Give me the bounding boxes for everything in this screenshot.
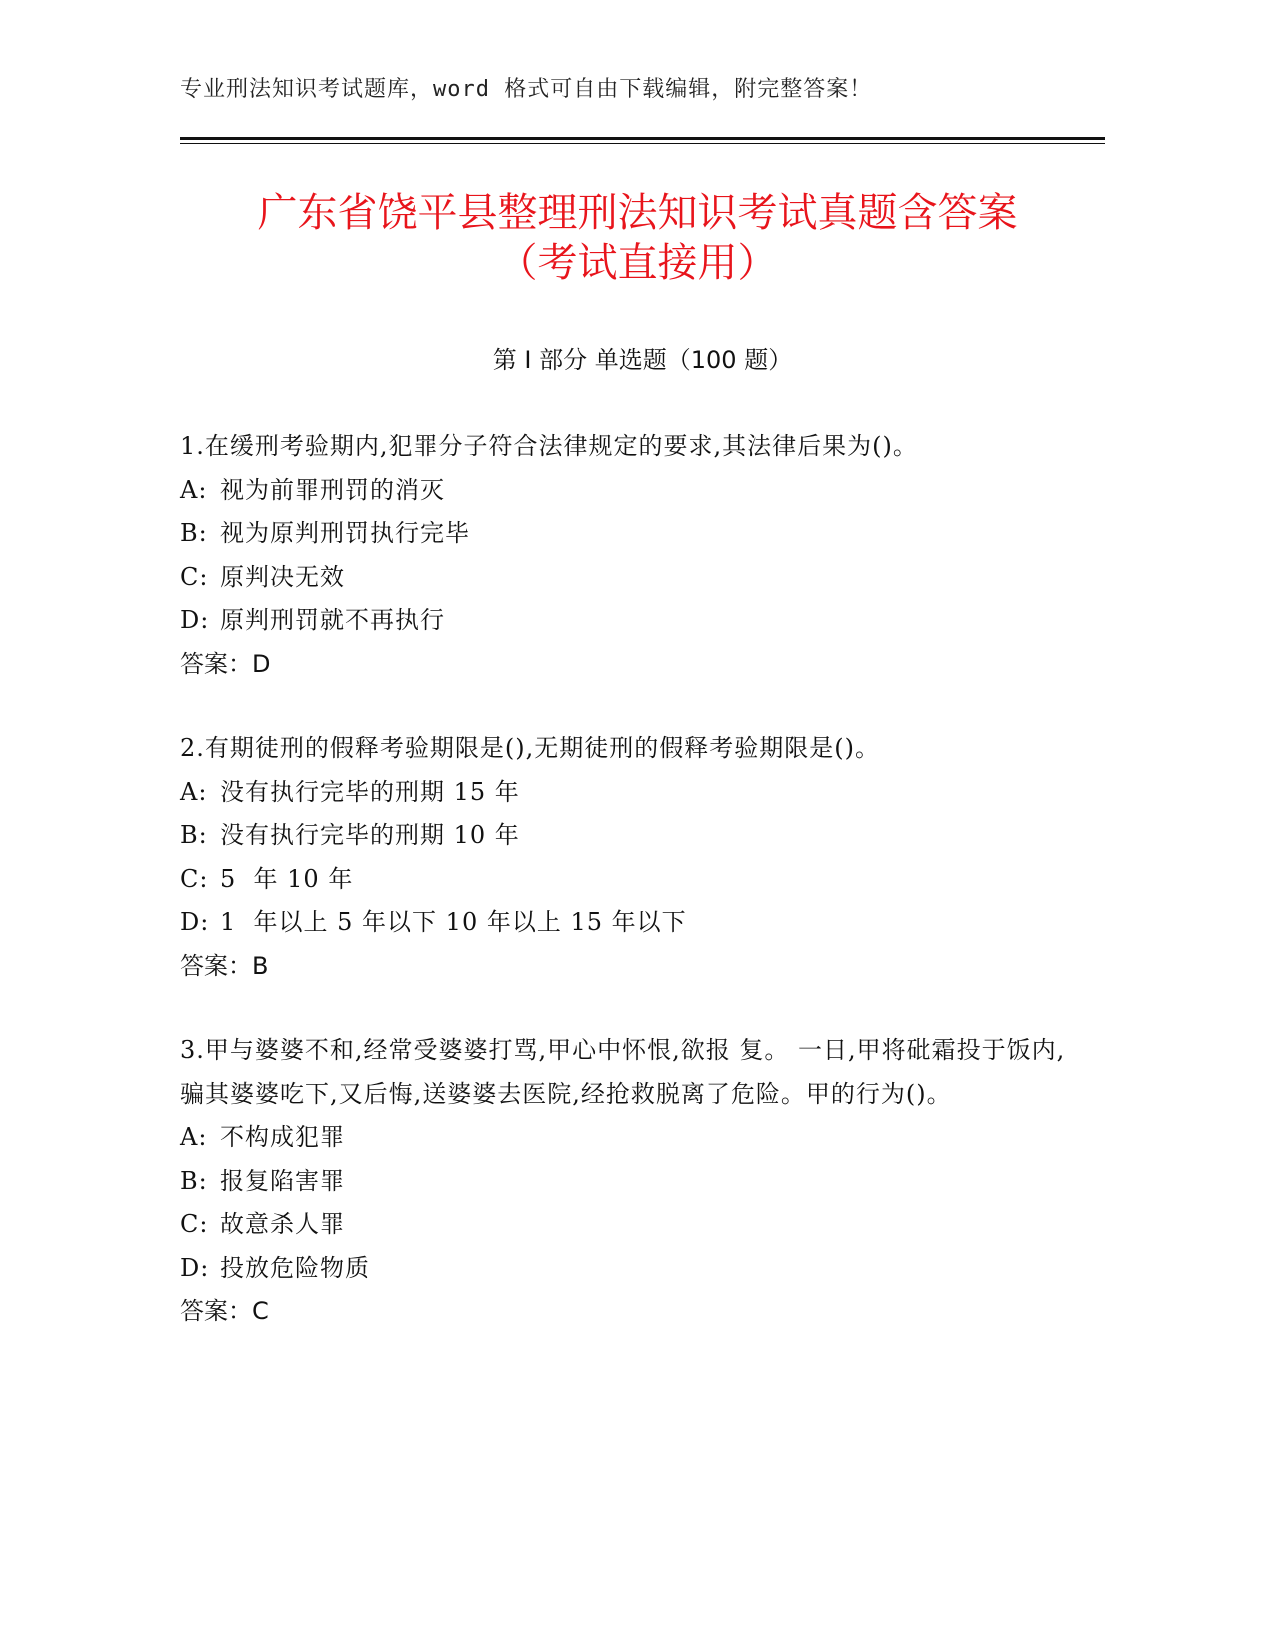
option-c [180,1203,1080,1247]
option-c [180,858,1080,902]
header-divider-thick [180,137,1105,140]
option-letter: A: [180,475,208,504]
option-text: 视为原判刑罚执行完毕 [220,519,470,547]
question-stem: 3.甲与婆婆不和,经常受婆婆打骂,甲心中怀恨,欲报 复。 一日,甲将砒霜投于饭内,骗其婆婆吃下,又后悔,送婆婆去医院,经抢救脱离了危险。甲的行为()。 [180,1036,1066,1108]
option-text: 原判决无效 [220,562,345,591]
answer-line: 答案：C [180,1297,269,1325]
option-letter: A: [180,777,208,806]
question-stem: 1.在缓刑考验期内,犯罪分子符合法律规定的要求,其法律后果为()。 [180,432,918,460]
question-list [180,425,1080,1375]
header-divider-thin [180,143,1105,144]
option-letter: A: [180,1123,208,1151]
option-letter: C: [180,562,209,591]
option-text: 视为前罪刑罚的消灭 [220,475,445,504]
option-text: 报复陷害罪 [220,1166,345,1195]
option-d [180,599,1080,643]
option-letter: C: [180,1210,209,1238]
option-letter: D: [180,1253,210,1282]
option-text: 原判刑罚就不再执行 [220,606,445,634]
option-text: 没有执行完毕的刑期 15 年 [220,777,520,806]
document-title [150,188,1125,288]
answer-line: 答案：B [180,951,269,980]
question-2 [180,727,1080,988]
option-a [180,771,1080,815]
option-text: 不构成犯罪 [220,1123,345,1151]
option-text: 没有执行完毕的刑期 10 年 [220,821,520,849]
option-letter: C: [180,864,209,893]
document-title-line2: （考试直接用） [497,240,778,286]
option-text: 故意杀人罪 [220,1210,345,1238]
document-title-line1: 广东省饶平县整理刑法知识考试真题含答案 [257,190,1018,236]
option-a [180,1116,1080,1160]
option-letter: B: [180,821,208,849]
option-letter: D: [180,908,210,936]
option-d [180,901,1080,945]
option-b [180,1160,1080,1204]
option-b [180,512,1080,556]
option-letter: B: [180,1166,208,1195]
question-3 [180,1029,1080,1334]
option-c [180,556,1080,600]
option-b [180,814,1080,858]
question-stem: 2.有期徒刑的假释考验期限是(),无期徒刑的假释考验期限是()。 [180,734,880,762]
option-letter: D: [180,606,210,634]
option-letter: B: [180,519,208,547]
option-d [180,1247,1080,1291]
option-text: 1 年以上 5 年以下 10 年以上 15 年以下 [220,908,687,936]
answer-line: 答案：D [180,649,271,678]
option-text: 5 年 10 年 [220,864,354,893]
question-1 [180,425,1080,686]
option-a [180,469,1080,513]
option-text: 投放危险物质 [220,1253,370,1282]
section-title: 第 I 部分 单选题（100 题） [492,346,793,374]
page-header-note: 专业刑法知识考试题库，word 格式可自由下载编辑，附完整答案！ [180,77,873,102]
